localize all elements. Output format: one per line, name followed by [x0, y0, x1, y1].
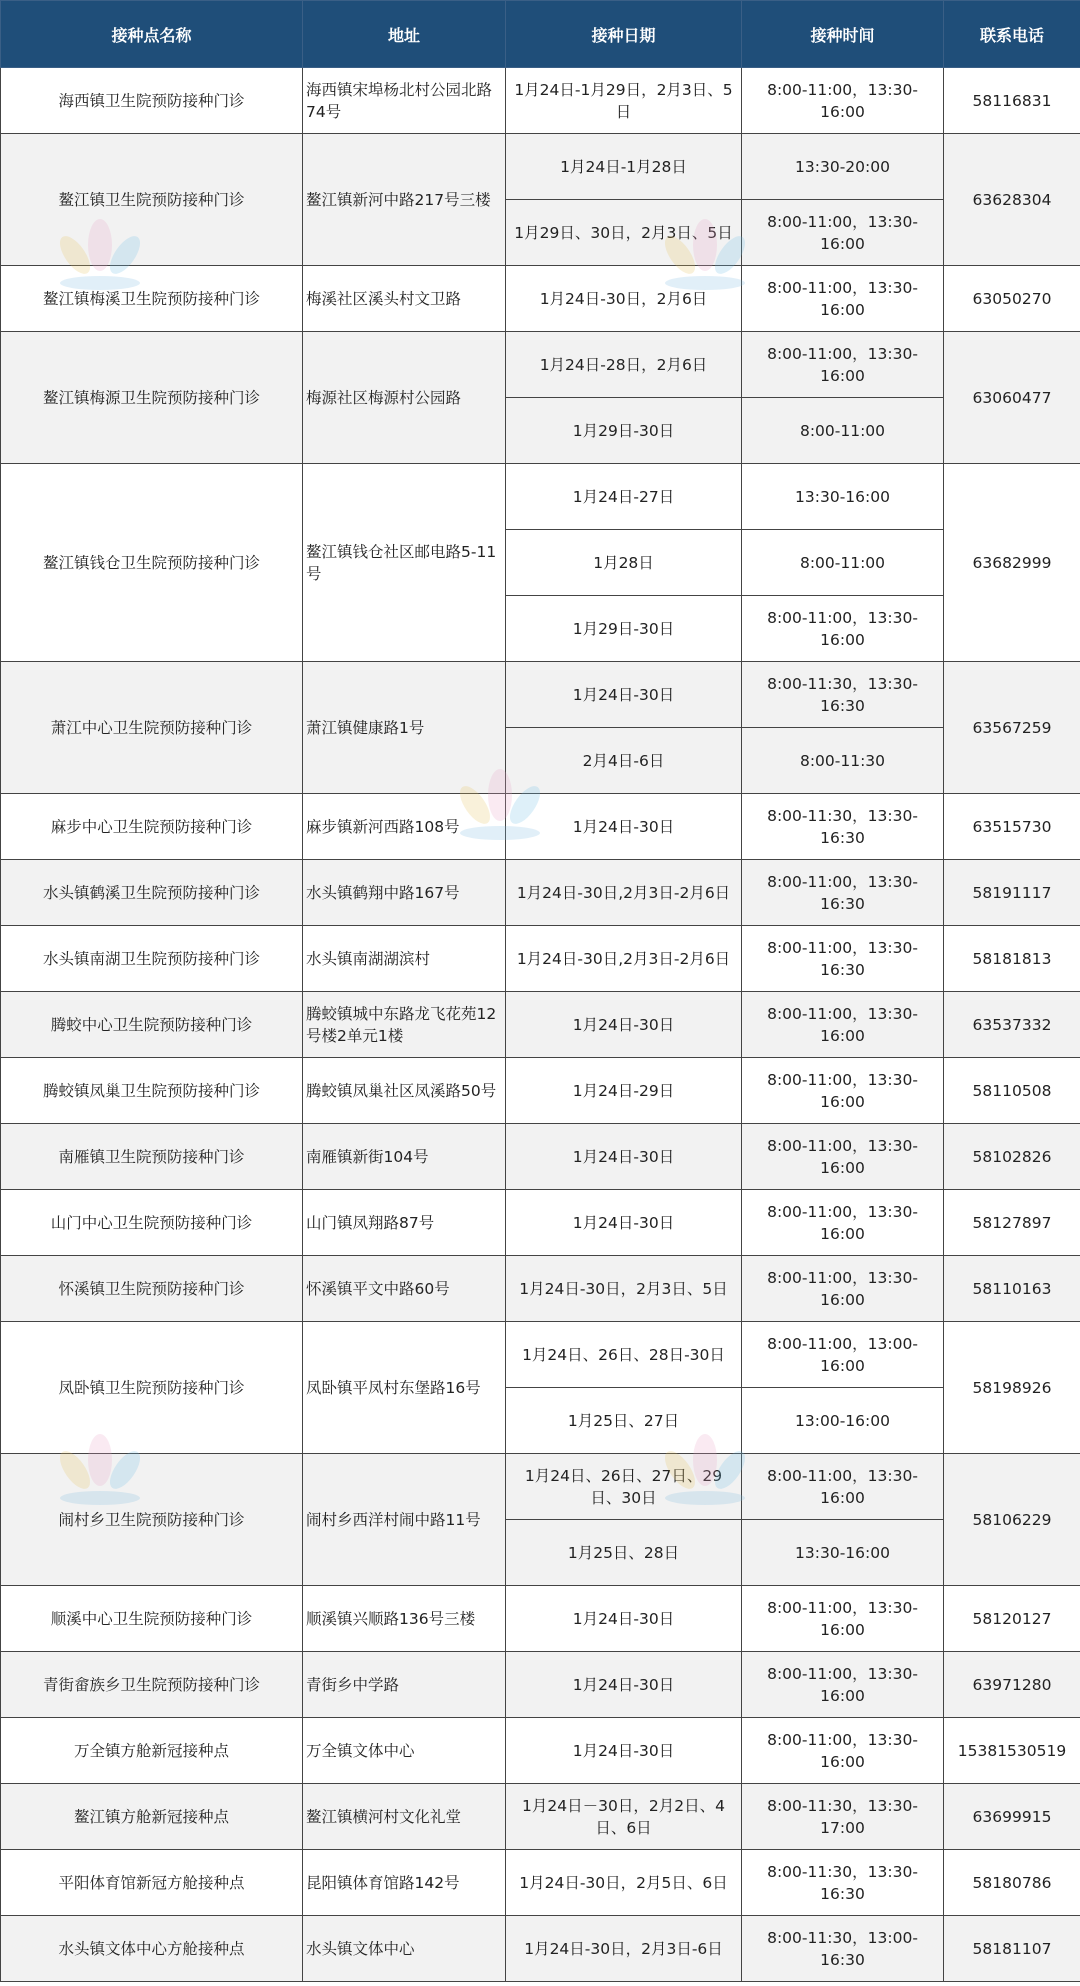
date-cell: 1月25日、27日 [506, 1388, 742, 1454]
date-cell: 1月29日、30日，2月3日、5日 [506, 200, 742, 266]
address-cell: 梅溪社区溪头村文卫路 [303, 266, 506, 332]
clinic-name-cell: 鳌江镇梅溪卫生院预防接种门诊 [1, 266, 303, 332]
time-cell: 8:00-11:00，13:30-16:00 [742, 992, 944, 1058]
time-cell: 8:00-11:00 [742, 398, 944, 464]
header-row [1, 1, 1080, 68]
table-row [1, 1124, 1080, 1190]
time-cell: 8:00-11:00，13:30-16:00 [742, 596, 944, 662]
time-cell: 13:30-16:00 [742, 1520, 944, 1586]
date-cell: 1月24日-30日 [506, 1190, 742, 1256]
phone-cell: 63699915 [944, 1784, 1080, 1850]
table-row [1, 1190, 1080, 1256]
phone-cell: 58110163 [944, 1256, 1080, 1322]
address-cell: 萧江镇健康路1号 [303, 662, 506, 794]
table-row [1, 1256, 1080, 1322]
date-cell: 1月24日-29日 [506, 1058, 742, 1124]
clinic-group [1, 662, 1080, 794]
phone-cell: 63050270 [944, 266, 1080, 332]
table-row [1, 68, 1080, 134]
table-row [1, 1718, 1080, 1784]
time-cell: 8:00-11:30，13:30-16:30 [742, 1850, 944, 1916]
date-cell: 1月24日、26日、28日-30日 [506, 1322, 742, 1388]
time-cell: 8:00-11:00，13:30-16:00 [742, 1454, 944, 1520]
table-row [1, 1586, 1080, 1652]
phone-cell: 63567259 [944, 662, 1080, 794]
clinic-group [1, 1784, 1080, 1850]
table-row [1, 1784, 1080, 1850]
clinic-name-cell: 水头镇文体中心方舱接种点 [1, 1916, 303, 1982]
clinic-group [1, 1652, 1080, 1718]
address-cell: 青街乡中学路 [303, 1652, 506, 1718]
time-cell: 8:00-11:30，13:30-16:30 [742, 794, 944, 860]
date-cell: 1月24日-30日 [506, 1718, 742, 1784]
table-row [1, 926, 1080, 992]
phone-cell: 58191117 [944, 860, 1080, 926]
phone-cell: 58181107 [944, 1916, 1080, 1982]
clinic-name-cell: 麻步中心卫生院预防接种门诊 [1, 794, 303, 860]
clinic-name-cell: 鳌江镇钱仓卫生院预防接种门诊 [1, 464, 303, 662]
phone-cell: 63515730 [944, 794, 1080, 860]
table-row [1, 1454, 1080, 1520]
date-cell: 1月24日-30日 [506, 1652, 742, 1718]
address-cell: 麻步镇新河西路108号 [303, 794, 506, 860]
clinic-group [1, 1454, 1080, 1586]
time-cell: 8:00-11:00，13:30-16:00 [742, 266, 944, 332]
date-cell: 1月24日－30日，2月2日、4日、6日 [506, 1784, 742, 1850]
clinic-name-cell: 平阳体育馆新冠方舱接种点 [1, 1850, 303, 1916]
time-cell: 8:00-11:00 [742, 530, 944, 596]
clinic-name-cell: 水头镇南湖卫生院预防接种门诊 [1, 926, 303, 992]
time-cell: 8:00-11:00，13:30-16:00 [742, 200, 944, 266]
clinic-group [1, 1256, 1080, 1322]
date-cell: 1月24日-30日，2月6日 [506, 266, 742, 332]
clinic-name-cell: 鳌江镇梅源卫生院预防接种门诊 [1, 332, 303, 464]
clinic-name-cell: 腾蛟镇凤巢卫生院预防接种门诊 [1, 1058, 303, 1124]
table-header [1, 1, 1080, 68]
clinic-group [1, 1058, 1080, 1124]
time-cell: 8:00-11:00，13:30-16:00 [742, 1256, 944, 1322]
address-cell: 万全镇文体中心 [303, 1718, 506, 1784]
clinic-name-cell: 水头镇鹤溪卫生院预防接种门诊 [1, 860, 303, 926]
date-cell: 1月24日-1月29日，2月3日、5日 [506, 68, 742, 134]
clinic-name-cell: 顺溪中心卫生院预防接种门诊 [1, 1586, 303, 1652]
clinic-group [1, 266, 1080, 332]
address-cell: 鳌江镇横河村文化礼堂 [303, 1784, 506, 1850]
time-cell: 8:00-11:00，13:30-16:00 [742, 1058, 944, 1124]
clinic-group [1, 794, 1080, 860]
address-cell: 凤卧镇平凤村东堡路16号 [303, 1322, 506, 1454]
table-row [1, 266, 1080, 332]
table-row [1, 1916, 1080, 1982]
phone-cell: 58116831 [944, 68, 1080, 134]
address-cell: 闹村乡西洋村闹中路11号 [303, 1454, 506, 1586]
time-cell: 8:00-11:00，13:30-16:00 [742, 68, 944, 134]
date-cell: 1月29日-30日 [506, 398, 742, 464]
header-phone: 联系电话 [944, 1, 1080, 68]
date-cell: 1月24日-28日，2月6日 [506, 332, 742, 398]
clinic-name-cell: 万全镇方舱新冠接种点 [1, 1718, 303, 1784]
clinic-group [1, 860, 1080, 926]
phone-cell: 63060477 [944, 332, 1080, 464]
time-cell: 13:30-20:00 [742, 134, 944, 200]
address-cell: 水头镇南湖湖滨村 [303, 926, 506, 992]
phone-cell: 58181813 [944, 926, 1080, 992]
clinic-group [1, 926, 1080, 992]
clinic-group [1, 1124, 1080, 1190]
clinic-name-cell: 南雁镇卫生院预防接种门诊 [1, 1124, 303, 1190]
table-row [1, 662, 1080, 728]
address-cell: 南雁镇新街104号 [303, 1124, 506, 1190]
table-row [1, 1652, 1080, 1718]
date-cell: 1月24日-30日 [506, 1586, 742, 1652]
address-cell: 鳌江镇钱仓社区邮电路5-11号 [303, 464, 506, 662]
clinic-name-cell: 海西镇卫生院预防接种门诊 [1, 68, 303, 134]
date-cell: 1月24日-30日,2月3日-2月6日 [506, 860, 742, 926]
clinic-group [1, 464, 1080, 662]
time-cell: 8:00-11:00，13:30-16:30 [742, 860, 944, 926]
table-row [1, 992, 1080, 1058]
date-cell: 1月24日-30日，2月3日、5日 [506, 1256, 742, 1322]
address-cell: 水头镇文体中心 [303, 1916, 506, 1982]
date-cell: 1月25日、28日 [506, 1520, 742, 1586]
clinic-group [1, 332, 1080, 464]
time-cell: 8:00-11:30 [742, 728, 944, 794]
table-row [1, 464, 1080, 530]
time-cell: 8:00-11:00，13:30-16:00 [742, 1718, 944, 1784]
address-cell: 腾蛟镇凤巢社区凤溪路50号 [303, 1058, 506, 1124]
clinic-name-cell: 山门中心卫生院预防接种门诊 [1, 1190, 303, 1256]
address-cell: 腾蛟镇城中东路龙飞花苑12号楼2单元1楼 [303, 992, 506, 1058]
clinic-group [1, 1190, 1080, 1256]
clinic-group [1, 1850, 1080, 1916]
phone-cell: 58106229 [944, 1454, 1080, 1586]
table-row [1, 1058, 1080, 1124]
clinic-name-cell: 怀溪镇卫生院预防接种门诊 [1, 1256, 303, 1322]
time-cell: 8:00-11:00，13:30-16:00 [742, 1652, 944, 1718]
phone-cell: 63537332 [944, 992, 1080, 1058]
address-cell: 山门镇凤翔路87号 [303, 1190, 506, 1256]
phone-cell: 63682999 [944, 464, 1080, 662]
time-cell: 8:00-11:00，13:30-16:00 [742, 1586, 944, 1652]
date-cell: 1月28日 [506, 530, 742, 596]
date-cell: 1月24日-30日 [506, 794, 742, 860]
phone-cell: 58120127 [944, 1586, 1080, 1652]
time-cell: 8:00-11:00，13:00-16:00 [742, 1322, 944, 1388]
header-clinic-name: 接种点名称 [1, 1, 303, 68]
time-cell: 8:00-11:00，13:30-16:00 [742, 1190, 944, 1256]
time-cell: 13:00-16:00 [742, 1388, 944, 1454]
phone-cell: 63971280 [944, 1652, 1080, 1718]
address-cell: 水头镇鹤翔中路167号 [303, 860, 506, 926]
date-cell: 1月24日-30日 [506, 662, 742, 728]
address-cell: 鳌江镇新河中路217号三楼 [303, 134, 506, 266]
phone-cell: 58102826 [944, 1124, 1080, 1190]
address-cell: 顺溪镇兴顺路136号三楼 [303, 1586, 506, 1652]
clinic-name-cell: 腾蛟中心卫生院预防接种门诊 [1, 992, 303, 1058]
clinic-group [1, 1322, 1080, 1454]
phone-cell: 63628304 [944, 134, 1080, 266]
clinic-name-cell: 鳌江镇方舱新冠接种点 [1, 1784, 303, 1850]
clinic-name-cell: 凤卧镇卫生院预防接种门诊 [1, 1322, 303, 1454]
phone-cell: 58198926 [944, 1322, 1080, 1454]
address-cell: 梅源社区梅源村公园路 [303, 332, 506, 464]
time-cell: 8:00-11:30，13:30-17:00 [742, 1784, 944, 1850]
clinic-name-cell: 闹村乡卫生院预防接种门诊 [1, 1454, 303, 1586]
time-cell: 8:00-11:30，13:30-16:30 [742, 662, 944, 728]
date-cell: 1月24日-1月28日 [506, 134, 742, 200]
clinic-group [1, 992, 1080, 1058]
date-cell: 1月24日-27日 [506, 464, 742, 530]
address-cell: 海西镇宋埠杨北村公园北路74号 [303, 68, 506, 134]
header-address: 地址 [303, 1, 506, 68]
address-cell: 昆阳镇体育馆路142号 [303, 1850, 506, 1916]
table-row [1, 794, 1080, 860]
date-cell: 1月29日-30日 [506, 596, 742, 662]
clinic-group [1, 1586, 1080, 1652]
table-row [1, 134, 1080, 200]
phone-cell: 58127897 [944, 1190, 1080, 1256]
date-cell: 1月24日-30日，2月3日-6日 [506, 1916, 742, 1982]
date-cell: 1月24日-30日，2月5日、6日 [506, 1850, 742, 1916]
date-cell: 1月24日、26日、27日、29日、30日 [506, 1454, 742, 1520]
time-cell: 8:00-11:00，13:30-16:00 [742, 1124, 944, 1190]
time-cell: 8:00-11:30，13:00-16:30 [742, 1916, 944, 1982]
clinic-name-cell: 青街畲族乡卫生院预防接种门诊 [1, 1652, 303, 1718]
clinic-group [1, 134, 1080, 266]
time-cell: 8:00-11:00，13:30-16:00 [742, 332, 944, 398]
date-cell: 1月24日-30日 [506, 1124, 742, 1190]
clinic-name-cell: 萧江中心卫生院预防接种门诊 [1, 662, 303, 794]
clinic-name-cell: 鳌江镇卫生院预防接种门诊 [1, 134, 303, 266]
clinic-group [1, 1718, 1080, 1784]
date-cell: 1月24日-30日,2月3日-2月6日 [506, 926, 742, 992]
clinic-group [1, 68, 1080, 134]
date-cell: 1月24日-30日 [506, 992, 742, 1058]
table-row [1, 860, 1080, 926]
phone-cell: 58180786 [944, 1850, 1080, 1916]
time-cell: 13:30-16:00 [742, 464, 944, 530]
address-cell: 怀溪镇平文中路60号 [303, 1256, 506, 1322]
header-time: 接种时间 [742, 1, 944, 68]
table-row [1, 332, 1080, 398]
table-row [1, 1322, 1080, 1388]
phone-cell: 15381530519 [944, 1718, 1080, 1784]
header-date: 接种日期 [506, 1, 742, 68]
table-row [1, 1850, 1080, 1916]
time-cell: 8:00-11:00，13:30-16:30 [742, 926, 944, 992]
phone-cell: 58110508 [944, 1058, 1080, 1124]
clinic-group [1, 1916, 1080, 1982]
date-cell: 2月4日-6日 [506, 728, 742, 794]
